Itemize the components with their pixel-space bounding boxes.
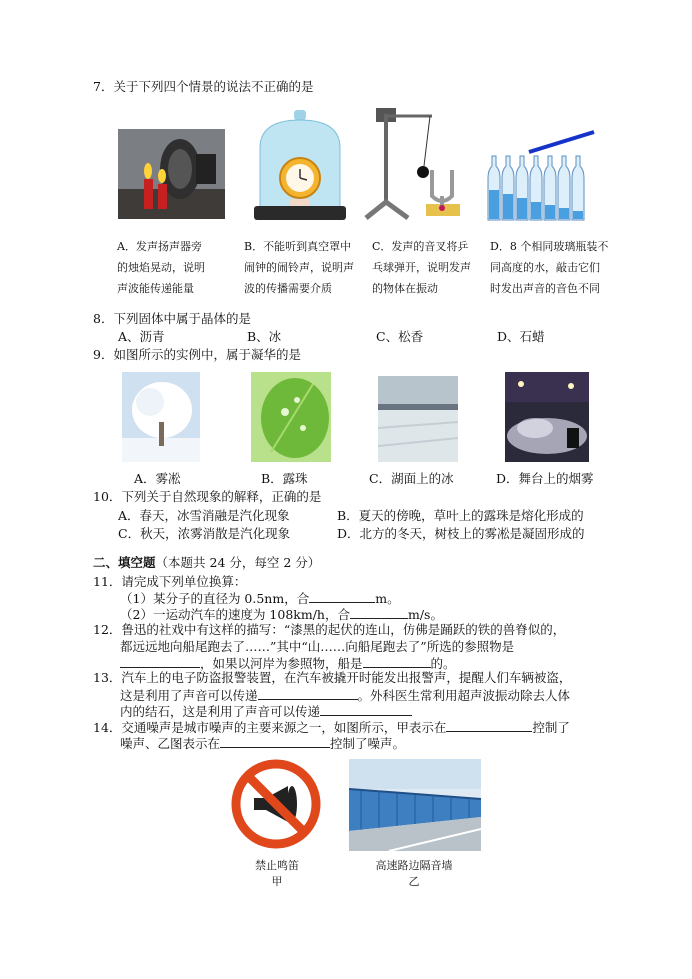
- caption-line: 波的传播需要介质: [244, 282, 332, 295]
- q12-l3-end: 的。: [430, 656, 456, 671]
- jia-caption: [251, 858, 303, 890]
- section-heading: [93, 555, 320, 571]
- stage-fog-image: [505, 372, 589, 462]
- caption-line: 同高度的水，敲击它们: [490, 261, 600, 274]
- q13-l2-text: 这是利用了声音可以传递: [120, 688, 258, 703]
- rime-tree-image: [122, 372, 200, 462]
- q11-blank-1[interactable]: [309, 590, 375, 603]
- q10-option-c: C．秋天，浓雾消散是汽化现象: [118, 526, 291, 541]
- q7-caption-d: [490, 236, 608, 299]
- caption-line: 的物体在振动: [372, 282, 438, 295]
- caption-line: 乓球弹开，说明发声: [372, 261, 471, 274]
- q11-line2: [120, 606, 443, 623]
- yi-caption-label: 乙: [408, 875, 420, 888]
- q14-l2-text: 噪声、乙图表示在: [120, 736, 221, 751]
- q12-line1: 12．鲁迅的社戏中有这样的描写：“漆黑的起伏的连山，仿佛是踊跃的铁的兽脊似的，: [93, 622, 566, 637]
- q11-blank-2[interactable]: [350, 606, 408, 619]
- q13-l2-end: 。外科医生常利用超声波振动除去人体: [357, 688, 571, 703]
- q8-option-c: C、松香: [376, 329, 424, 344]
- q9-option-a: A．雾凇: [134, 471, 181, 486]
- caption-line: C．发声的音叉将乒: [372, 240, 469, 253]
- q12-l3-text: ，如果以河岸为参照物，船是: [200, 656, 363, 671]
- q14-blank-1[interactable]: [446, 719, 532, 732]
- q8-stem: 8．下列固体中属于晶体的是: [93, 311, 251, 326]
- q13-line3: [120, 703, 412, 720]
- caption-line: 声波能传递能量: [117, 282, 194, 295]
- q13-line2: [120, 687, 570, 704]
- q8-option-d: D、石蜡: [497, 329, 545, 344]
- q9-option-d: D．舞台上的烟雾: [496, 471, 594, 486]
- q7-stem: 7．关于下列四个情景的说法不正确的是: [93, 79, 314, 94]
- q10-stem: 10．下列关于自然现象的解释，正确的是: [93, 489, 322, 504]
- tuning-fork-image: [362, 104, 472, 224]
- no-horn-sign-icon: [230, 758, 322, 850]
- q10-option-d: D．北方的冬天，树枝上的雾凇是凝固形成的: [337, 526, 585, 541]
- q12-blank-1[interactable]: [120, 655, 200, 668]
- q14-blank-2[interactable]: [220, 735, 330, 748]
- q7-caption-c: [372, 236, 471, 299]
- q11-l1-unit: m。: [375, 591, 400, 606]
- q11-l2-unit: m/s。: [407, 607, 443, 622]
- q7-caption-a: [117, 236, 205, 299]
- q14-line1: [93, 719, 570, 736]
- section-note: （本题共 24 分，每空 2 分）: [155, 555, 321, 570]
- section-title: 二、填空题: [93, 555, 156, 570]
- q12-line2: 都远远地向船尾跑去了……”其中“山……向船尾跑去了”所选的参照物是: [120, 639, 515, 654]
- q13-l3-text: 内的结石，这是利用了声音可以传递: [120, 704, 321, 719]
- caption-line: 闹钟的闹铃声，说明声: [244, 261, 354, 274]
- lake-ice-image: [378, 376, 458, 462]
- q14-l1-text: 14．交通噪声是城市噪声的主要来源之一，如图所示，甲表示在: [93, 720, 447, 735]
- q11-l2-text: （2）一运动汽车的速度为 108km/h，合: [120, 607, 350, 622]
- bell-jar-clock-image: [250, 108, 350, 228]
- yi-caption-title: 高速路边隔音墙: [375, 859, 453, 872]
- q7-caption-b: [244, 236, 354, 299]
- q9-option-b: B．露珠: [261, 471, 308, 486]
- q13-blank-2[interactable]: [320, 703, 412, 716]
- q14-l2-end: 控制了噪声。: [330, 736, 406, 751]
- caption-line: B．不能听到真空罩中: [244, 240, 352, 253]
- q10-option-b: B．夏天的傍晚，草叶上的露珠是熔化形成的: [337, 508, 584, 523]
- q14-l1-end: 控制了: [532, 720, 570, 735]
- q8-option-b: B、冰: [247, 329, 282, 344]
- glass-bottles-image: [484, 130, 596, 225]
- caption-line: 时发出声音的音色不同: [490, 282, 600, 295]
- jia-caption-title: 禁止鸣笛: [255, 859, 299, 872]
- q14-line2: [120, 735, 405, 752]
- sound-barrier-image: [349, 759, 481, 851]
- caption-line: D．8 个相同玻璃瓶装不: [490, 240, 609, 253]
- caption-line: 的烛焰晃动，说明: [117, 261, 205, 274]
- jia-caption-label: 甲: [271, 875, 283, 888]
- q9-stem: 9．如图所示的实例中，属于凝华的是: [93, 347, 301, 362]
- q13-blank-1[interactable]: [258, 687, 358, 700]
- loudspeaker-candle-image: [118, 129, 225, 219]
- yi-caption: [366, 858, 462, 890]
- caption-line: A．发声扬声器旁: [117, 240, 202, 253]
- q11-l1-text: （1）某分子的直径为 0.5nm，合: [120, 591, 310, 606]
- dew-leaf-image: [251, 372, 331, 462]
- q9-option-c: C．湖面上的冰: [369, 471, 454, 486]
- q11-line1: [120, 590, 400, 607]
- q13-line1: 13．汽车上的电子防盗报警装置，在汽车被撬开时能发出报警声，提醒人们车辆被盗，: [93, 670, 572, 685]
- q8-option-a: A、沥青: [118, 329, 165, 344]
- q12-blank-2[interactable]: [363, 655, 431, 668]
- q11-stem: 11．请完成下列单位换算：: [93, 574, 247, 589]
- q10-option-a: A．春天，冰雪消融是汽化现象: [118, 508, 290, 523]
